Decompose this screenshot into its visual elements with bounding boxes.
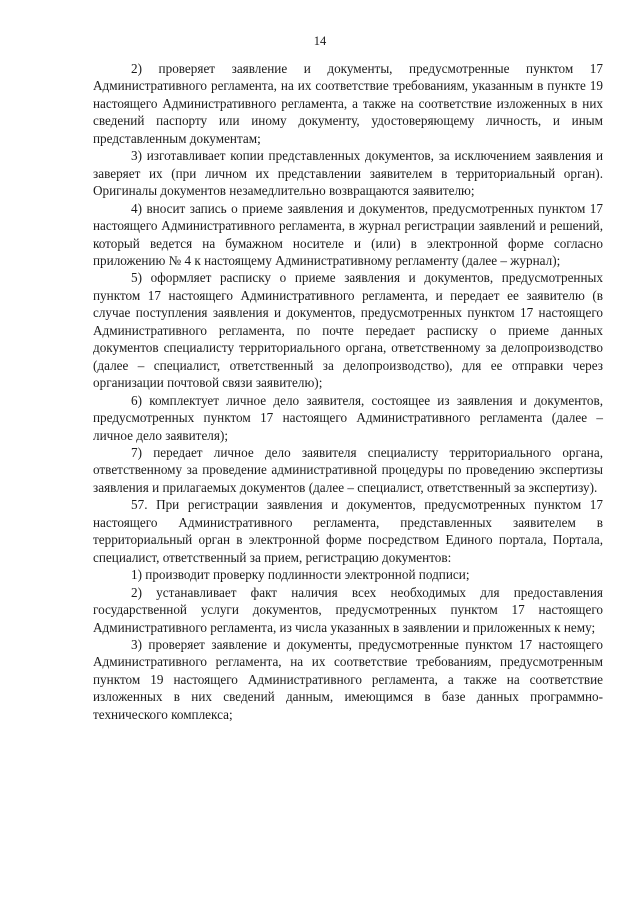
paragraph-item-6-personal-file: 6) комплектует личное дело заявителя, состоящее из заявления и документов, предусмотренных пунктом 17 настоящего Административного регламента (далее – личное дело заявителя);	[93, 392, 603, 443]
paragraph-item-5-issue-receipt: 5) оформляет расписку о приеме заявления и документов, предусмотренных пунктом 17 настоящего Административного регламента, и передает ее заявителю (в случае поступления заявления и документов, предусмотренных пунктом 17 настоящего Административного регламента, по почте передает расписку о приеме данных документов специалисту территориального органа, ответственному за делопроизводство (далее – специалист, ответственный за делопроизводство), для ее отправки через организации почтовой связи заявителю);	[93, 270, 603, 391]
paragraph-item-2-check-completeness: 2) устанавливает факт наличия всех необходимых для предоставления государственной услуги документов, предусмотренных пунктом 17 настоящего Административного регламента, из числа указанных в заявлении и приложенных к нему;	[93, 584, 603, 635]
document-body	[93, 60, 603, 723]
page-number: 14	[313, 34, 327, 48]
paragraph-item-1-verify-signature: 1) производит проверку подлинности электронной подписи;	[131, 567, 470, 583]
paragraph-clause-57: 57. При регистрации заявления и документов, предусмотренных пунктом 17 настоящего Административного регламента, представленных заявителем в территориальный орган в электронной форме посредством Единого портала, Портала, специалист, ответственный за прием, регистрацию документов:	[93, 497, 603, 565]
paragraph-item-3-make-copies: 3) изготавливает копии представленных документов, за исключением заявления и заверяет их (при личном их представлении заявителем в территориальный орган). Оригиналы документов незамедлительно возвращаются заявителю;	[93, 148, 603, 199]
paragraph-item-3-check-compliance: 3) проверяет заявление и документы, предусмотренные пунктом 17 настоящего Административного регламента, на их соответствие требованиям, предусмотренным пунктом 19 настоящего Административного регламента, а также на соответствие изложенных в них сведений данным, имеющимся в базе данных программно-технического комплекса;	[93, 636, 603, 722]
paragraph-item-4-journal-entry: 4) вносит запись о приеме заявления и документов, предусмотренных пунктом 17 настоящего Административного регламента, в журнал регистрации заявлений и решений, который ведется на бумажном носителе и (или) в электронной форме согласно приложению № 4 к настоящему Административному регламенту (далее – журнал);	[93, 200, 603, 268]
paragraph-item-2-check-documents: 2) проверяет заявление и документы, предусмотренные пунктом 17 Административного регламента, на их соответствие требованиям, указанным в пункте 19 настоящего Административного регламента, а также на соответствие изложенных в них сведений паспорту или иному документу, удостоверяющему личность, и иным представленным документам;	[93, 61, 603, 146]
paragraph-item-7-transfer-file: 7) передает личное дело заявителя специалисту территориального органа, ответственному за проведение административной процедуры по проведению экспертизы заявления и прилагаемых документов (далее – специалист, ответственный за экспертизу).	[93, 444, 603, 495]
